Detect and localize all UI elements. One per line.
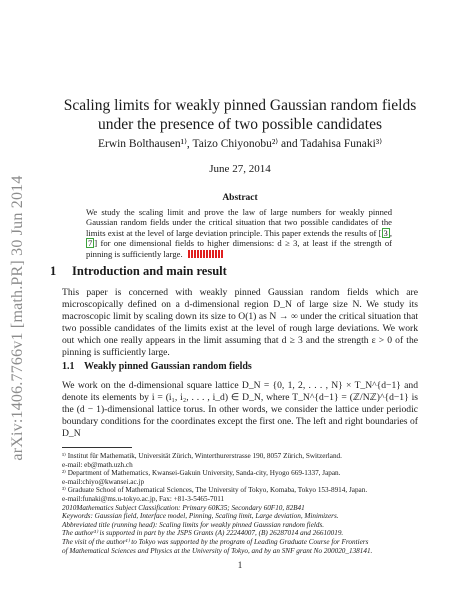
- subsection-heading: [62, 361, 252, 372]
- arxiv-identifier-text: arXiv:1406.7766v1 [math.PR] 30 Jun 2014: [9, 175, 26, 461]
- footnote-line: ²⁾ Department of Mathematics, Kwansei-Gakuin University, Sanda-city, Hyogo 669-1337, Japan.: [62, 469, 341, 478]
- author-list: Erwin Bolthausen¹⁾, Taizo Chiyonobu²⁾ and Tadahisa Funaki³⁾: [97, 138, 383, 150]
- citation-link-7[interactable]: 7: [88, 238, 93, 249]
- citation-separator: ,: [389, 227, 392, 238]
- footnote-line: 2010Mathematics Subject Classification: Primary 60K35; Secondary 60F10, 82B41: [62, 503, 305, 512]
- intro-paragraph: This paper is concerned with weakly pinned Gaussian random fields which are microscopically defined on a d-dimensional region D_N of large size N. We study its macroscopic limit by scaling down its size to O(1) as N → ∞ under the critical situation that two possible candidates of the limits exist at the level of rough large deviations. We work out which one really appears in the limit assuming that d ≥ 3 and the strength ε > 0 of the pinning is sufficiently large.: [62, 287, 418, 358]
- footnote-line: e-mail:chiyo@kwansei.ac.jp: [62, 477, 145, 486]
- section-number: 1: [50, 264, 57, 278]
- footnote-line: e-mail:funaki@ms.u-tokyo.ac.jp, Fax: +81-3-5465-7011: [62, 494, 225, 503]
- abstract-text-start: We study the scaling limit and prove the law of large numbers for weakly pinned Gaussian random fields under the critical situation that two possible candidates of the limits exist at the level of large deviation principle. This paper extends the results of: [86, 207, 392, 238]
- abstract-heading: Abstract: [222, 193, 258, 203]
- paper-date: June 27, 2014: [209, 163, 271, 175]
- section-title: Introduction and main result: [72, 264, 227, 278]
- arxiv-identifier: [8, 168, 28, 468]
- subsection-paragraph: We work on the d-dimensional square lattice D_N = {0, 1, 2, . . . , N} × T_N^{d−1} and denote its elements by i = (i₁, i₂, . . . , i_d) ∈ D_N, where T_N^{d−1} = (ℤ/Nℤ)^{d−1} is the (d − 1)-dimensional lattice torus. In other words, we consider the lattice under periodic boundary conditions for the coordinates except the first one. The left and right boundaries of D_N: [62, 380, 418, 439]
- abstract-body: We study the scaling limit and prove the law of large numbers for weakly pinned Gaussian random fields under the critical situation that two possible candidates of the limits exist at the level of large deviation principle. This paper extends the results of [ 3 , 7 ] for one dimensional fields to higher dimensions: d ≥ 3, at least if the strength of pinning is sufficiently large.: [86, 207, 392, 259]
- footnote-line: The author³⁾ is supported in part by the JSPS Grants (A) 22244007, (B) 26287014 and 26610019.: [62, 529, 344, 538]
- footnote-line: ¹⁾ Institut für Mathematik, Universität Zürich, Winterthurerstrasse 190, 8057 Zürich, Switzerland.: [62, 452, 342, 460]
- paper-title-line-2: under the presence of two possible candidates: [97, 116, 383, 133]
- subsection-number: 1.1: [62, 361, 75, 372]
- page-number: 1: [237, 560, 243, 570]
- footnote-line: Abbreviated title (running head): Scaling limits for weakly pinned Gaussian random fields.: [62, 520, 325, 529]
- footnote-line: of Mathematical Sciences and Physics at the University of Tokyo, and by an SNF grant No 200020_138141.: [62, 546, 373, 555]
- highlight-mark: [188, 250, 224, 258]
- section-heading: [50, 264, 227, 279]
- abstract-text-end: for one dimensional fields to higher dimensions: d ≥ 3, at least if the strength of pinning is sufficiently large.: [86, 238, 392, 259]
- footnote-line: ³⁾ Graduate School of Mathematical Sciences, The University of Tokyo, Komaba, Tokyo 153-8914, Japan.: [62, 486, 368, 495]
- citation-link-3[interactable]: 3: [383, 227, 388, 238]
- subsection-title: Weakly pinned Gaussian random fields: [84, 361, 252, 372]
- footnote-line: The visit of the author¹⁾ to Tokyo was supported by the program of Leading Graduate Course for Frontiers: [62, 537, 369, 546]
- footnote-line: e-mail: eb@math.uzh.ch: [62, 460, 133, 469]
- footnotes: [62, 452, 422, 555]
- footnote-line: Keywords: Gaussian field, Interface model, Pinning, Scaling limit, Large deviation, Minimizers.: [62, 512, 339, 521]
- footnote-divider: [62, 447, 132, 448]
- paper-title-line-1: Scaling limits for weakly pinned Gaussian random fields: [63, 97, 417, 114]
